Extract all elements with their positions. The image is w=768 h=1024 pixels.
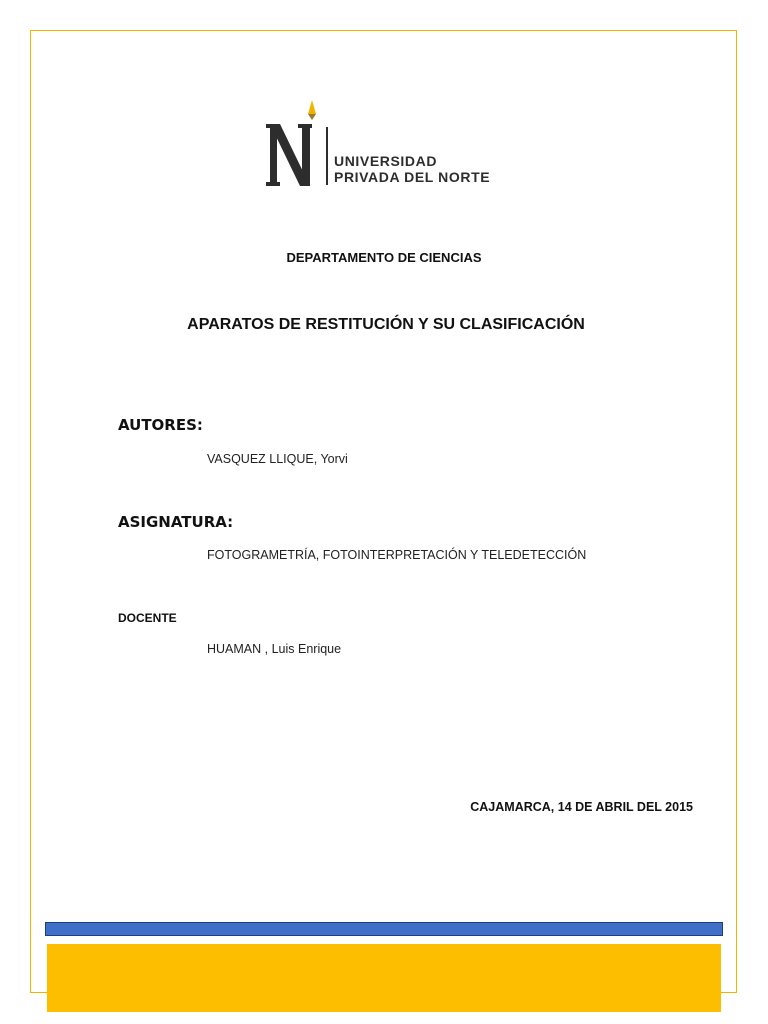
logo-divider xyxy=(326,127,328,185)
teacher-label: DOCENTE xyxy=(118,611,177,625)
footer-blue-bar xyxy=(45,922,723,936)
subject-label: ASIGNATURA: xyxy=(118,513,234,531)
place-and-date: CAJAMARCA, 14 DE ABRIL DEL 2015 xyxy=(470,800,693,814)
department-heading: DEPARTAMENTO DE CIENCIAS xyxy=(286,250,482,265)
university-logo xyxy=(264,100,524,192)
upn-emblem-icon xyxy=(264,100,326,192)
document-title: APARATOS DE RESTITUCIÓN Y SU CLASIFICACIÓN xyxy=(187,316,585,333)
subject-value: FOTOGRAMETRÍA, FOTOINTERPRETACIÓN Y TELEDETECCIÓN xyxy=(207,548,587,562)
logo-text-line2: PRIVADA DEL NORTE xyxy=(334,169,491,185)
logo-text-line1: UNIVERSIDAD xyxy=(334,153,438,169)
teacher-value: HUAMAN , Luis Enrique xyxy=(207,642,342,656)
authors-value: VASQUEZ LLIQUE, Yorvi xyxy=(207,452,348,466)
logo-text xyxy=(334,153,490,185)
footer-yellow-bar xyxy=(47,944,721,1012)
authors-label: AUTORES: xyxy=(118,416,203,434)
